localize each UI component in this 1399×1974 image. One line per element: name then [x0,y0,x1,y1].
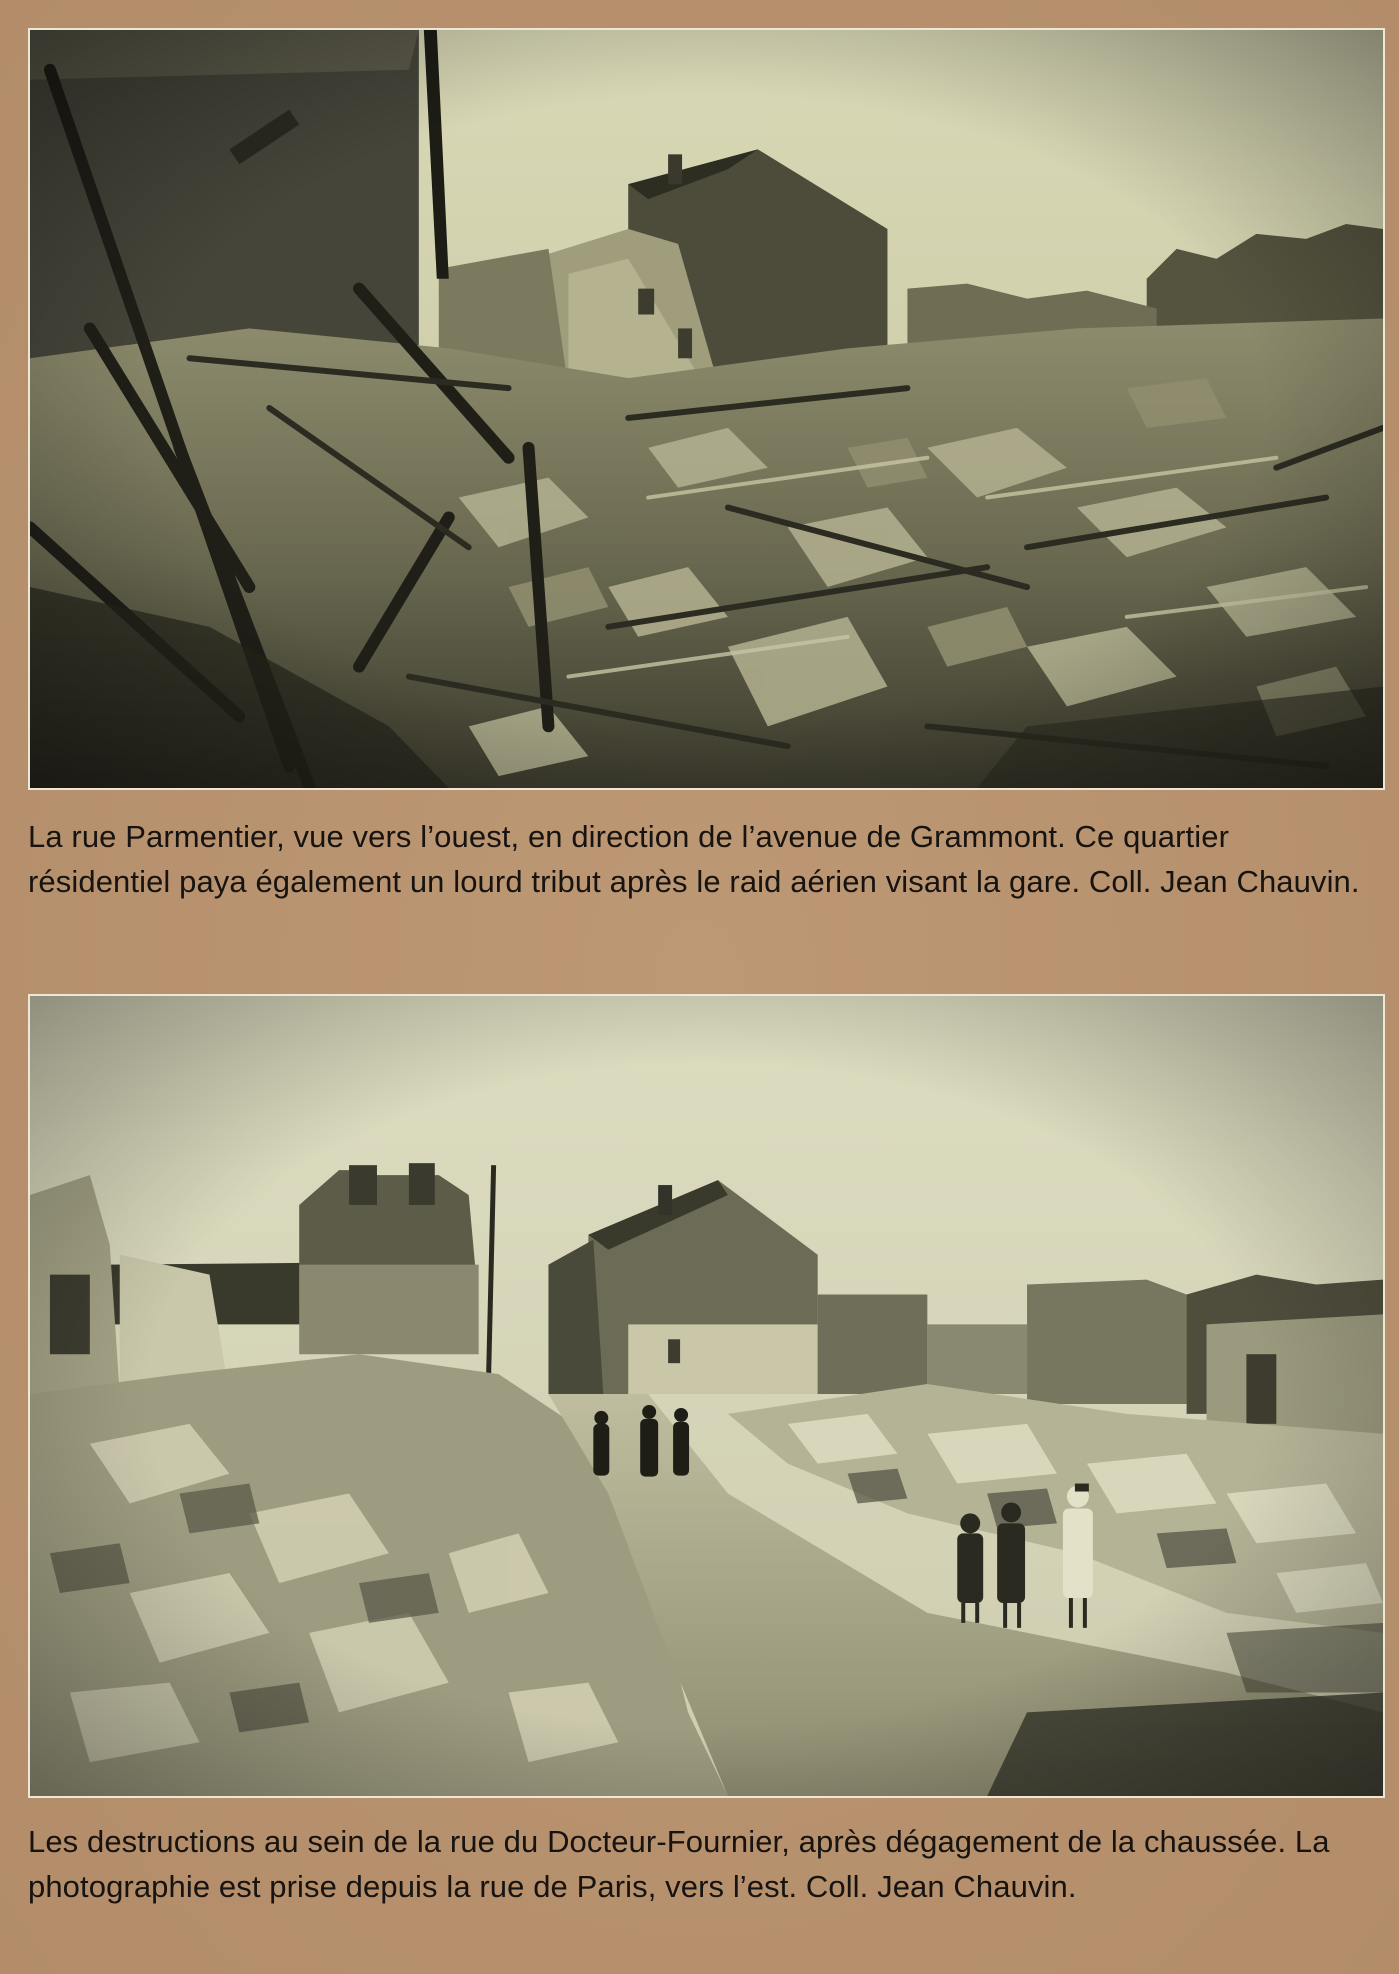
photo-rue-parmentier [28,28,1385,790]
photo-rue-docteur-fournier [28,994,1385,1798]
photo-rue-parmentier-image [30,30,1383,788]
photo-caption-rue-docteur-fournier: Les destructions au sein de la rue du Docteur-Fournier, après dégagement de la chaussée. La photographie est prise depuis la rue de Paris, vers l’est. Coll. Jean Chauvin. [28,1824,1330,1904]
photo-caption-rue-parmentier: La rue Parmentier, vue vers l’ouest, en direction de l’avenue de Grammont. Ce quartier résidentiel paya également un lourd tribut après le raid aérien visant la gare. Coll. Jean Chauvin. [28,819,1360,899]
photo-rue-docteur-fournier-image [30,996,1383,1796]
